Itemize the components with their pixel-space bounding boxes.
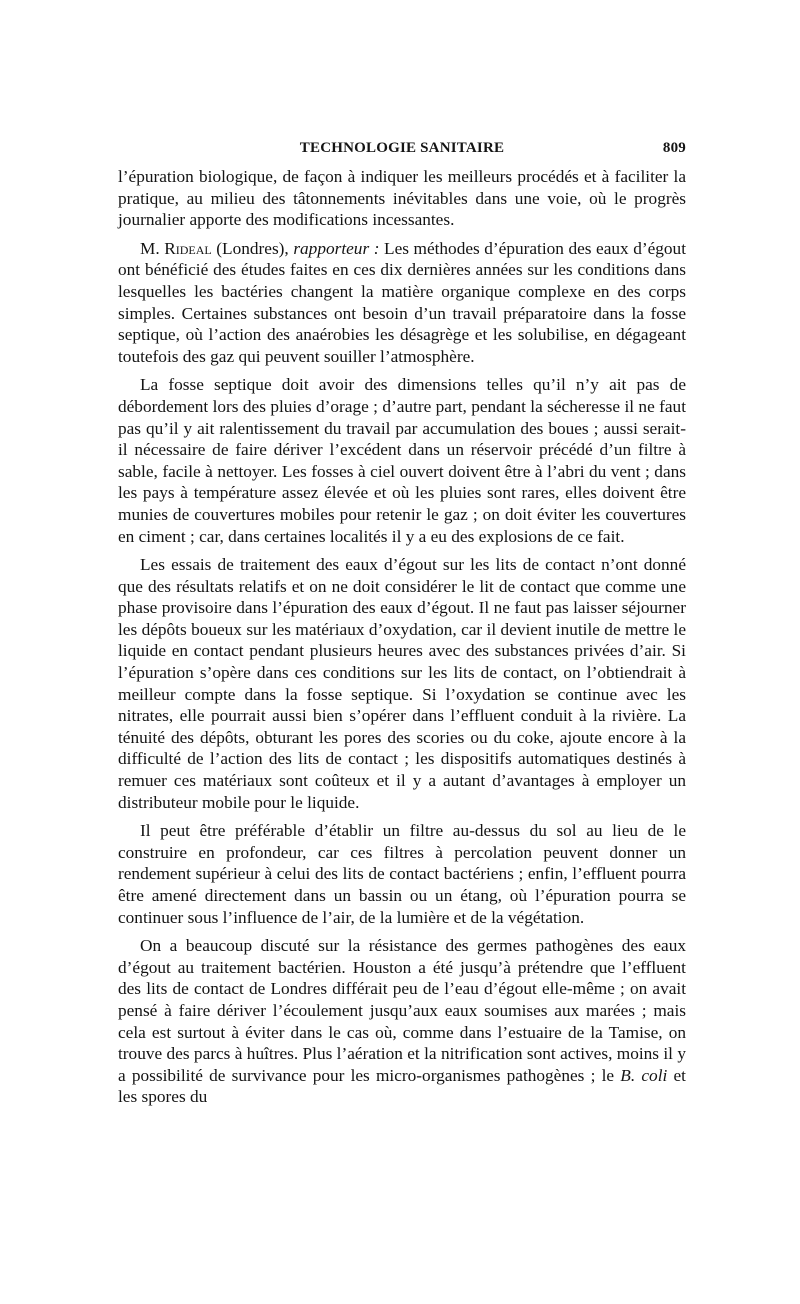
paragraph-2-text: Les méthodes d’épuration des eaux d’égout ont bénéficié des études faites en ces dix dernières années sur les conditions dans lesquelles les bactéries changent la matière organique complexe en des corps simples. Certaines substances ont besoin d’un travail préparatoire dans la fosse septique, où l’action des anaérobies les désagrège et les solubilise, en dégageant toutefois des gaz qui peuvent souiller l’atmosphère. <box>118 238 686 366</box>
paragraph-6 <box>118 935 686 1108</box>
paragraph-1: l’épuration biologique, de façon à indiquer les meilleurs procédés et à faciliter la pratique, au milieu des tâtonnements inévitables dans une voie, où le progrès journalier apporte des modifications incessantes. <box>118 167 686 230</box>
paragraph-4: Les essais de traitement des eaux d’égout sur les lits de contact n’ont donné que des résultats relatifs et on ne doit considérer le lit de contact que comme une phase provisoire dans l’épuration des eaux d’égout. Il ne faut pas laisser séjourner les dépôts boueux sur les matériaux d’oxydation, car il devient inutile de mettre le liquide en contact pendant plusieurs heures avec des substances privées d’air. Si l’épuration s’opère dans ces conditions sur les lits de contact, on l’obtiendrait à meilleur compte dans la fosse septique. Si l’oxydation se continue avec les nitrates, elle pourrait aussi bien s’opérer dans l’effluent conduit à la rivière. La ténuité des dépôts, obturant les pores des scories ou du coke, ajoute encore à la difficulté de l’action des lits de contact ; les dispositifs automatiques destinés à remuer ces matériaux sont coûteux et il y a autant d’avantages à employer un distributeur mobile pour le liquide. <box>118 555 686 812</box>
running-title: TECHNOLOGIE SANITAIRE <box>299 140 505 156</box>
speaker-location: (Londres), <box>216 238 289 258</box>
paragraph-2 <box>118 238 686 368</box>
paragraph-5: Il peut être préférable d’établir un filtre au-dessus du sol au lieu de le construire en profondeur, car ces filtres à percolation peuvent donner un rendement supérieur à celui des lits de contact bactériens ; enfin, l’effluent pourra être amené directement dans un bassin ou un étang, où l’épuration pourra se continuer sous l’influence de l’air, de la lumière et de la végétation. <box>118 821 686 927</box>
paragraph-6-text: On a beaucoup discuté sur la résistance des germes pathogènes des eaux d’égout au traitement bactérien. Houston a été jusqu’à prétendre que l’effluent des lits de contact de Londres différait peu de l’eau d’égout elle-même ; on avait pensé à faire dériver l’écoulement jusqu’aux eaux soumises aux marées ; mais cela est surtout à éviter dans le cas où, comme dans l’estuaire de la Tamise, on trouve des parcs à huîtres. Plus l’aération et la nitrification sont actives, moins il y a possibilité de survivance pour les micro-organismes pathogènes ; le <box>118 936 686 1085</box>
paragraph-6-italic: B. coli <box>620 1065 668 1085</box>
running-head <box>118 138 686 164</box>
speaker-name: M. Rideal <box>140 238 212 258</box>
speaker-role: rapporteur : <box>293 238 380 258</box>
page-number: 809 <box>662 140 686 156</box>
paragraph-6-tail: et les spores du <box>118 1065 686 1107</box>
paragraph-3: La fosse septique doit avoir des dimensions telles qu’il n’y ait pas de débordement lors des pluies d’orage ; d’autre part, pendant la sécheresse il ne faut pas qu’il y ait ralentissement du travail par accumulation des boues ; aussi serait-il nécessaire de faire dériver l’excédent dans un réservoir précédé d’un filtre à sable, facile à nettoyer. Les fosses à ciel ouvert doivent être à l’abri du vent ; dans les pays à température assez élevée et où les pluies sont rares, elles doivent être munies de couvertures mobiles pour retenir le gaz ; on doit éviter les couvertures en ciment ; car, dans certaines localités il y a eu des explosions de ce fait. <box>118 375 686 546</box>
book-page <box>118 138 686 1115</box>
